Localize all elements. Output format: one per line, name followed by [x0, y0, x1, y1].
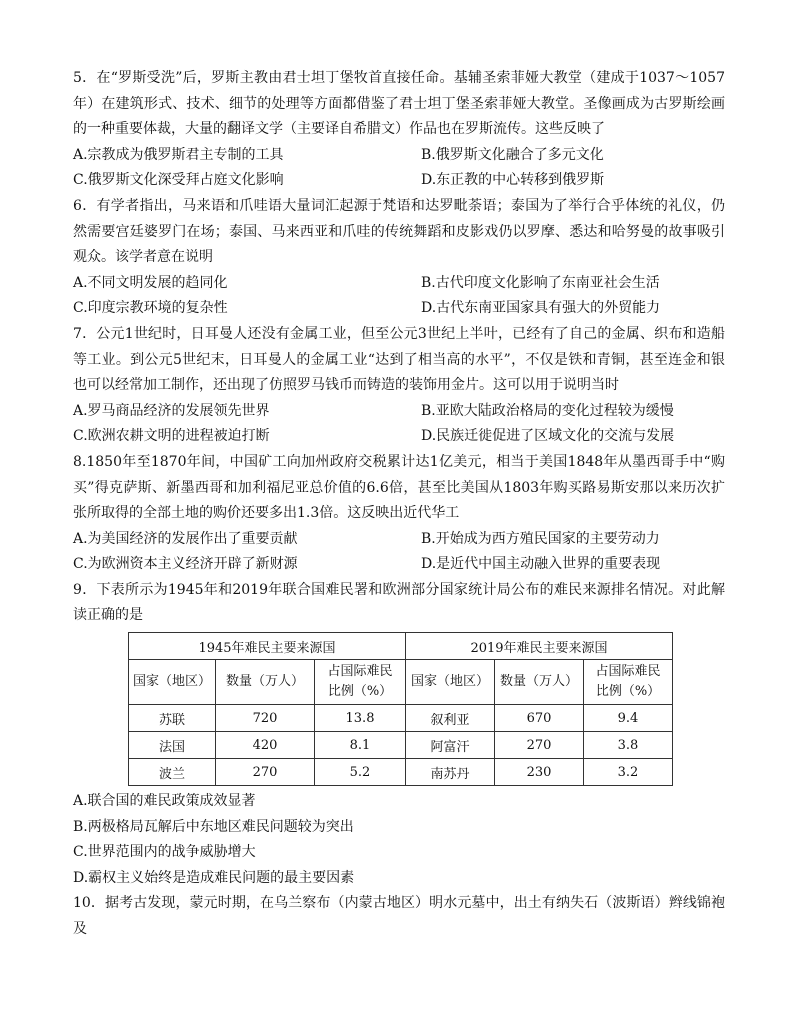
- options-grid: [73, 271, 725, 322]
- cell-country: 阿富汗: [406, 732, 495, 759]
- option-b[interactable]: B.俄罗斯文化融合了多元文化: [421, 146, 604, 163]
- cell-ratio: 9.4: [584, 705, 673, 732]
- cell-country: 苏联: [129, 705, 216, 732]
- cell-ratio: 8.1: [315, 732, 406, 759]
- option-b[interactable]: B.亚欧大陆政治格局的变化过程较为缓慢: [421, 402, 674, 419]
- option-a[interactable]: A.联合国的难民政策成效显著: [73, 793, 256, 810]
- question-stem: 7．公元1世纪时，日耳曼人还没有金属工业，但至公元3世纪上半叶，已经有了自己的金属、织布和造船等工业。到公元5世纪末，日耳曼人的金属工业“达到了相当高的水平”，不仅是铁和青铜，甚至连金和银也可以经常加工制作，还出现了仿照罗马钱币而铸造的装饰用金片。这可以用于说明当时: [73, 325, 725, 394]
- question-stem: 5．在“罗斯受洗”后，罗斯主教由君士坦丁堡牧首直接任命。基辅圣索菲娅大教堂（建成于1037～1057年）在建筑形式、技术、细节的处理等方面都借鉴了君士坦丁堡圣索菲娅大教堂。圣像画成为古罗斯绘画的一种重要体裁，大量的翻译文学（主要译自希腊文）作品也在罗斯流传。这些反映了: [73, 70, 725, 138]
- option-a[interactable]: A.不同文明发展的趋同化: [73, 274, 228, 291]
- question-stem: 6．有学者指出，马来语和爪哇语大量词汇起源于梵语和达罗毗荼语；泰国为了举行合乎体统的礼仪，仍然需要宫廷婆罗门在场；泰国、马来西亚和爪哇的传统舞蹈和皮影戏仍以罗摩、悉达和哈努曼的故事吸引观众。该学者意在说明: [73, 197, 725, 266]
- option-a[interactable]: A.罗马商品经济的发展领先世界: [73, 402, 270, 419]
- table-row: [129, 759, 673, 786]
- cell-ratio: 13.8: [315, 705, 406, 732]
- question-stem: 9．下表所示为1945年和2019年联合国难民署和欧洲部分国家统计局公布的难民来源排名情况。对此解读正确的是: [73, 581, 725, 624]
- option-b[interactable]: B.开始成为西方殖民国家的主要劳动力: [421, 530, 660, 547]
- col-header-ratio: [315, 660, 406, 705]
- options-grid: [73, 527, 725, 578]
- option-d[interactable]: D.民族迁徙促进了区域文化的交流与发展: [421, 428, 675, 445]
- cell-country: 南苏丹: [406, 759, 495, 786]
- option-d[interactable]: D.是近代中国主动融入世界的重要表现: [421, 556, 661, 573]
- option-c[interactable]: C.印度宗教环境的复杂性: [73, 300, 228, 317]
- question-10: [73, 891, 725, 942]
- question-7: [73, 322, 725, 450]
- cell-country: 叙利亚: [406, 705, 495, 732]
- option-b[interactable]: B.古代印度文化影响了东南亚社会生活: [421, 274, 660, 291]
- cell-count: 270: [216, 759, 315, 786]
- options-grid: [73, 143, 725, 194]
- option-b[interactable]: B.两极格局瓦解后中东地区难民问题较为突出: [73, 818, 354, 835]
- table-row: [129, 732, 673, 759]
- options-grid: [73, 399, 725, 450]
- cell-ratio: 3.2: [584, 759, 673, 786]
- option-a[interactable]: A.宗教成为俄罗斯君主专制的工具: [73, 146, 284, 163]
- table-group-header: 2019年难民主要来源国: [406, 633, 673, 660]
- col-header-ratio-line1: 占国际难民: [327, 664, 393, 680]
- option-d[interactable]: D.霸权主义始终是造成难民问题的最主要因素: [73, 869, 355, 886]
- question-8: [73, 450, 725, 578]
- col-header-ratio-line1: 占国际难民: [595, 664, 661, 680]
- question-stem: 10．据考古发现，蒙元时期，在乌兰察布（内蒙古地区）明水元墓中，出土有纳失石（波斯语）辫线锦袍及: [73, 895, 725, 938]
- cell-count: 720: [216, 705, 315, 732]
- table-row: [129, 705, 673, 732]
- table-subheader-row: [129, 660, 673, 705]
- table-header-row: [129, 633, 673, 660]
- option-c[interactable]: C.世界范围内的战争威胁增大: [73, 844, 256, 861]
- option-c[interactable]: C.为欧洲资本主义经济开辟了新财源: [73, 556, 298, 573]
- cell-count: 670: [495, 705, 584, 732]
- question-6: [73, 194, 725, 322]
- cell-country: 波兰: [129, 759, 216, 786]
- question-5: [73, 66, 725, 194]
- col-header-count: 数量（万人）: [495, 660, 584, 705]
- col-header-country: 国家（地区）: [129, 660, 216, 705]
- cell-country: 法国: [129, 732, 216, 759]
- col-header-count: 数量（万人）: [216, 660, 315, 705]
- question-9: [73, 578, 725, 892]
- col-header-ratio: [584, 660, 673, 705]
- option-c[interactable]: C.欧洲农耕文明的进程被迫打断: [73, 428, 270, 445]
- cell-ratio: 3.8: [584, 732, 673, 759]
- cell-ratio: 5.2: [315, 759, 406, 786]
- col-header-ratio-line2: 比例（%）: [595, 684, 661, 700]
- refugee-table: [128, 632, 673, 786]
- option-a[interactable]: A.为美国经济的发展作出了重要贡献: [73, 530, 298, 547]
- cell-count: 270: [495, 732, 584, 759]
- question-stem: 8.1850年至1870年间，中国矿工向加州政府交税累计达1亿美元，相当于美国1848年从墨西哥手中“购买”得克萨斯、新墨西哥和加利福尼亚总价值的6.6倍，甚至比美国从1803年购买路易斯安那以来历次扩张所取得的全部土地的购价还要多出1.3倍。这反映出近代华工: [73, 453, 725, 522]
- col-header-country: 国家（地区）: [406, 660, 495, 705]
- col-header-ratio-line2: 比例（%）: [327, 684, 393, 700]
- table-group-header: 1945年难民主要来源国: [129, 633, 406, 660]
- option-d[interactable]: D.古代东南亚国家具有强大的外贸能力: [421, 300, 661, 317]
- cell-count: 230: [495, 759, 584, 786]
- option-c[interactable]: C.俄罗斯文化深受拜占庭文化影响: [73, 172, 284, 189]
- exam-page: [73, 66, 725, 943]
- cell-count: 420: [216, 732, 315, 759]
- option-d[interactable]: D.东正教的中心转移到俄罗斯: [421, 172, 605, 189]
